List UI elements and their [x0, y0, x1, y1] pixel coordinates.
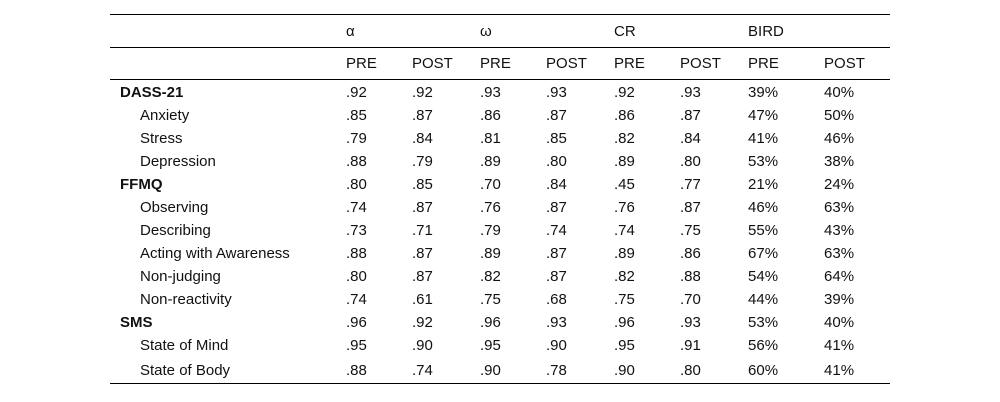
- value-cell: 63%: [824, 199, 855, 216]
- value-cell: 53%: [748, 153, 779, 170]
- group-header-row: [110, 15, 890, 48]
- value-cell: .87: [412, 199, 433, 216]
- value-cell: .89: [614, 153, 635, 170]
- table-section-row: [110, 80, 890, 105]
- value-cell: .80: [346, 268, 367, 285]
- value-cell: .92: [614, 84, 635, 101]
- value-cell: 46%: [748, 199, 779, 216]
- value-cell: 64%: [824, 268, 855, 285]
- row-label: Non-reactivity: [140, 291, 232, 308]
- value-cell: .87: [412, 268, 433, 285]
- value-cell: .87: [412, 107, 433, 124]
- value-cell: .74: [346, 291, 367, 308]
- value-cell: .80: [346, 176, 367, 193]
- row-label: Depression: [140, 153, 216, 170]
- group-header-omega: ω: [470, 15, 604, 48]
- value-cell: .87: [546, 107, 567, 124]
- value-cell: 50%: [824, 107, 855, 124]
- value-cell: .87: [546, 199, 567, 216]
- table-header: [110, 15, 890, 80]
- value-cell: .80: [546, 153, 567, 170]
- value-cell: .61: [412, 291, 433, 308]
- section-label: DASS-21: [120, 84, 184, 101]
- table-row: [110, 150, 890, 173]
- value-cell: .76: [614, 199, 635, 216]
- value-cell: .90: [412, 337, 433, 354]
- value-cell: .89: [614, 245, 635, 262]
- value-cell: .74: [402, 357, 470, 384]
- value-cell: .90: [470, 357, 536, 384]
- value-cell: 40%: [824, 84, 855, 101]
- sub-header-blank-cell: [110, 48, 336, 80]
- value-cell: .87: [412, 245, 433, 262]
- value-cell: .93: [546, 314, 567, 331]
- value-cell: .86: [614, 107, 635, 124]
- row-label: Non-judging: [140, 268, 221, 285]
- sub-header-cell: PRE: [336, 48, 402, 80]
- table-row: [110, 219, 890, 242]
- value-cell: .96: [480, 314, 501, 331]
- row-label: Observing: [140, 199, 209, 216]
- value-cell: .75: [614, 291, 635, 308]
- row-label: Stress: [140, 130, 183, 147]
- value-cell: 47%: [748, 107, 779, 124]
- row-label: Acting with Awareness: [140, 245, 290, 262]
- row-label: State of Body: [110, 357, 336, 384]
- value-cell: .71: [412, 222, 433, 239]
- value-cell: .93: [680, 314, 701, 331]
- value-cell: .92: [412, 314, 433, 331]
- value-cell: .88: [346, 153, 367, 170]
- row-label: Anxiety: [140, 107, 190, 124]
- value-cell: .82: [614, 130, 635, 147]
- group-header-bird: BIRD: [738, 15, 890, 48]
- value-cell: .70: [680, 291, 701, 308]
- value-cell: .88: [336, 357, 402, 384]
- value-cell: 55%: [748, 222, 779, 239]
- value-cell: 53%: [748, 314, 779, 331]
- value-cell: .80: [680, 153, 701, 170]
- value-cell: .89: [480, 245, 501, 262]
- value-cell: .90: [546, 337, 567, 354]
- value-cell: .86: [480, 107, 501, 124]
- table-row: [110, 242, 890, 265]
- value-cell: 54%: [748, 268, 779, 285]
- header-blank-cell: [110, 15, 336, 48]
- sub-header-cell: PRE: [470, 48, 536, 80]
- value-cell: .84: [546, 176, 567, 193]
- value-cell: .96: [346, 314, 367, 331]
- reliability-table-container: [110, 14, 890, 384]
- value-cell: .79: [412, 153, 433, 170]
- value-cell: .88: [346, 245, 367, 262]
- sub-header-cell: PRE: [604, 48, 670, 80]
- value-cell: .68: [546, 291, 567, 308]
- table-row: [110, 288, 890, 311]
- table-row: [110, 265, 890, 288]
- value-cell: .92: [412, 84, 433, 101]
- value-cell: .79: [480, 222, 501, 239]
- value-cell: 39%: [748, 84, 779, 101]
- value-cell: .74: [614, 222, 635, 239]
- value-cell: .85: [346, 107, 367, 124]
- value-cell: .93: [546, 84, 567, 101]
- value-cell: 24%: [824, 176, 855, 193]
- table-row: [110, 334, 890, 357]
- section-label: FFMQ: [120, 176, 163, 193]
- value-cell: .79: [346, 130, 367, 147]
- value-cell: .84: [412, 130, 433, 147]
- value-cell: .96: [614, 314, 635, 331]
- value-cell: 21%: [748, 176, 779, 193]
- value-cell: .93: [480, 84, 501, 101]
- reliability-table: [110, 14, 890, 384]
- value-cell: .87: [680, 199, 701, 216]
- value-cell: 38%: [824, 153, 855, 170]
- value-cell: .95: [480, 337, 501, 354]
- value-cell: .95: [346, 337, 367, 354]
- value-cell: 44%: [748, 291, 779, 308]
- value-cell: .81: [480, 130, 501, 147]
- value-cell: .73: [346, 222, 367, 239]
- row-label: Describing: [140, 222, 211, 239]
- value-cell: .87: [546, 268, 567, 285]
- sub-header-cell: POST: [670, 48, 738, 80]
- value-cell: 60%: [738, 357, 814, 384]
- value-cell: .45: [614, 176, 635, 193]
- value-cell: .85: [546, 130, 567, 147]
- value-cell: .91: [680, 337, 701, 354]
- sub-header-cell: POST: [814, 48, 890, 80]
- value-cell: .89: [480, 153, 501, 170]
- value-cell: .85: [412, 176, 433, 193]
- value-cell: .77: [680, 176, 701, 193]
- row-label: State of Mind: [140, 337, 229, 354]
- value-cell: .87: [546, 245, 567, 262]
- table-row: [110, 196, 890, 219]
- value-cell: .82: [480, 268, 501, 285]
- value-cell: 41%: [748, 130, 779, 147]
- sub-header-row: [110, 48, 890, 80]
- value-cell: .92: [346, 84, 367, 101]
- value-cell: .84: [680, 130, 701, 147]
- value-cell: .95: [614, 337, 635, 354]
- value-cell: 56%: [748, 337, 779, 354]
- sub-header-cell: PRE: [738, 48, 814, 80]
- value-cell: .87: [680, 107, 701, 124]
- value-cell: .86: [680, 245, 701, 262]
- value-cell: 63%: [824, 245, 855, 262]
- group-header-cr: CR: [604, 15, 738, 48]
- value-cell: .93: [680, 84, 701, 101]
- section-label: SMS: [120, 314, 153, 331]
- value-cell: 39%: [824, 291, 855, 308]
- value-cell: 40%: [824, 314, 855, 331]
- value-cell: .90: [604, 357, 670, 384]
- value-cell: .88: [680, 268, 701, 285]
- value-cell: .82: [614, 268, 635, 285]
- group-header-alpha: α: [336, 15, 470, 48]
- value-cell: 41%: [824, 337, 855, 354]
- value-cell: .74: [546, 222, 567, 239]
- value-cell: .80: [670, 357, 738, 384]
- value-cell: 43%: [824, 222, 855, 239]
- table-row: [110, 357, 890, 384]
- sub-header-cell: POST: [402, 48, 470, 80]
- value-cell: .76: [480, 199, 501, 216]
- value-cell: 46%: [824, 130, 855, 147]
- table-section-row: [110, 173, 890, 196]
- table-row: [110, 104, 890, 127]
- table-body: [110, 80, 890, 384]
- table-section-row: [110, 311, 890, 334]
- value-cell: .70: [480, 176, 501, 193]
- value-cell: .74: [346, 199, 367, 216]
- sub-header-cell: POST: [536, 48, 604, 80]
- value-cell: .75: [480, 291, 501, 308]
- value-cell: .78: [536, 357, 604, 384]
- table-row: [110, 127, 890, 150]
- value-cell: 41%: [814, 357, 890, 384]
- value-cell: 67%: [748, 245, 779, 262]
- value-cell: .75: [680, 222, 701, 239]
